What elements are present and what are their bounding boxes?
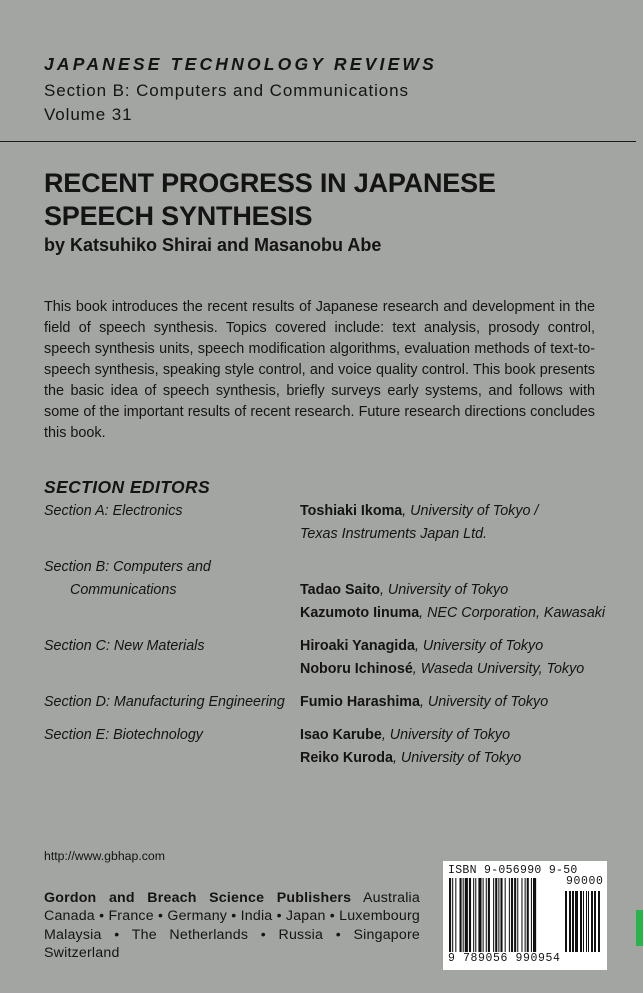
- ean-digits: 9 789056 990954: [448, 952, 561, 965]
- editor-affiliation: , University of Tokyo: [379, 582, 509, 598]
- editor-name: Isao Karube: [300, 727, 382, 743]
- section-b-editors: [300, 579, 605, 625]
- editor-entry: [300, 658, 584, 681]
- editor-affiliation: Texas Instruments Japan Ltd.: [300, 526, 488, 542]
- section-c-editors: [300, 635, 584, 681]
- publisher-locations: Australia Canada • France • Germany • India • Japan • Luxembourg Malaysia • The Netherlands • Russia • Singapore Switzerland: [44, 890, 420, 962]
- section-c-label: Section C: New Materials: [44, 638, 205, 654]
- publisher-info: [44, 889, 420, 963]
- section-d-editors: [300, 691, 548, 714]
- editor-entry: [300, 635, 584, 658]
- editor-entry: [300, 602, 605, 625]
- editor-name: Hiroaki Yanagida: [300, 638, 415, 654]
- book-title-line-1: RECENT PROGRESS IN JAPANESE: [44, 168, 496, 198]
- series-section: Section B: Computers and Communications: [44, 81, 409, 100]
- editor-entry: [300, 724, 521, 747]
- book-title-line-2: SPEECH SYNTHESIS: [44, 201, 313, 231]
- section-b-label-line-2: Communications: [70, 582, 177, 598]
- editor-affiliation: , University of Tokyo: [419, 694, 549, 710]
- section-b-label-line-1: Section B: Computers and: [44, 559, 211, 575]
- editor-affiliation: , University of Tokyo: [392, 750, 522, 766]
- editor-affiliation: , University of Tokyo: [381, 727, 511, 743]
- editor-name: Tadao Saito: [300, 582, 380, 598]
- editor-affiliation: , Waseda University, Tokyo: [412, 661, 585, 677]
- book-authors: by Katsuhiko Shirai and Masanobu Abe: [44, 235, 382, 255]
- editor-name: Toshiaki Ikoma: [300, 503, 403, 519]
- editor-entry: [300, 691, 548, 714]
- editor-entry: [300, 523, 538, 546]
- section-e-label: Section E: Biotechnology: [44, 727, 203, 743]
- book-title: [44, 167, 604, 233]
- isbn-number: ISBN 9-056990 9-50: [448, 864, 578, 877]
- edge-marker: [636, 910, 643, 946]
- section-a-label: Section A: Electronics: [44, 503, 183, 519]
- editor-affiliation: , NEC Corporation, Kawasaki: [419, 605, 606, 621]
- price-code: 90000: [566, 875, 604, 888]
- editor-entry: [300, 500, 538, 523]
- editor-affiliation: , University of Tokyo /: [402, 503, 539, 519]
- section-a-editors: [300, 500, 538, 546]
- editor-affiliation: , University of Tokyo: [414, 638, 544, 654]
- book-description: This book introduces the recent results of Japanese research and development in the field of speech synthesis. Topics covered include: text analysis, prosody control, speech synthesis units, speech modification algorithms, evaluation methods of text-to-speech synthesis, speaking style control, and voice quality control. This book presents the basic idea of speech synthesis, briefly surveys early systems, and follows with some of the important results of recent research. Future research directions concludes this book.: [44, 299, 595, 441]
- editor-name: Kazumoto Iinuma: [300, 605, 420, 621]
- section-b-label: [44, 556, 211, 602]
- series-title: JAPANESE TECHNOLOGY REVIEWS: [44, 54, 438, 74]
- header-divider: [0, 141, 636, 142]
- section-d-label: Section D: Manufacturing Engineering: [44, 694, 285, 710]
- editor-name: Reiko Kuroda: [300, 750, 393, 766]
- editor-name: Fumio Harashima: [300, 694, 420, 710]
- section-editors-heading: SECTION EDITORS: [44, 477, 211, 497]
- series-volume: Volume 31: [44, 105, 133, 124]
- section-e-editors: [300, 724, 521, 770]
- editor-entry: [300, 747, 521, 770]
- publisher-url[interactable]: http://www.gbhap.com: [44, 849, 165, 863]
- editor-entry: [300, 579, 605, 602]
- editor-name: Noboru Ichinosé: [300, 661, 413, 677]
- publisher-name: Gordon and Breach Science Publishers: [44, 890, 352, 906]
